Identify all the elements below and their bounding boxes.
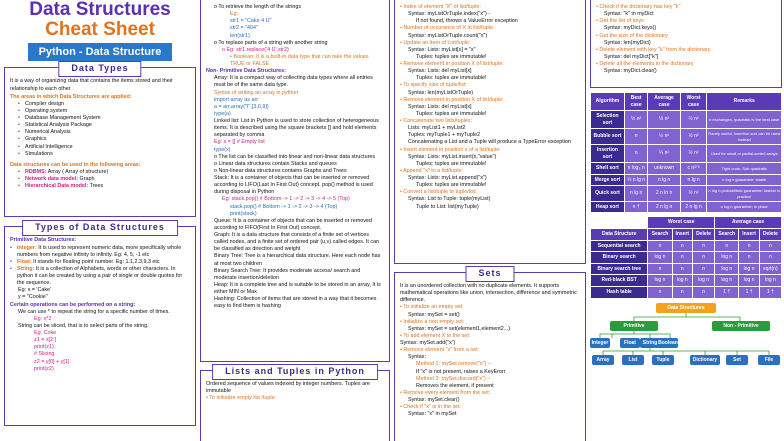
col2-line: o To replace parts of a string with another string: [214, 39, 328, 46]
ds-cell: n: [693, 263, 715, 275]
col2-line: type(x): [214, 146, 231, 153]
sort-cell: Used for small or partial-sorted arrays: [707, 144, 782, 162]
algorithm-name: Selection sort: [591, 111, 625, 129]
ds-cell: n: [693, 240, 715, 252]
algorithm-name: Insertion sort: [591, 144, 625, 162]
used-item: [18, 169, 190, 176]
col3-line: Concatenating a List and a Tuple will produce a TypeError exception: [408, 139, 571, 146]
ds-cell: n: [759, 240, 781, 252]
column-2-body: [200, 0, 390, 362]
sets-line: • Check if "x" is in the set:: [400, 404, 462, 411]
sort-cell: 2 n ln n: [648, 186, 680, 202]
ds-cell: log n: [648, 275, 672, 287]
dict-line: • Check if the dictionary has key "k": [596, 4, 681, 10]
sets-line: Syntax: mySet = set(element1,element2...): [408, 325, 511, 332]
code-line: # Slicing: [34, 351, 55, 358]
tree-leaf: Float: [620, 338, 640, 349]
tree-bottom-node: File: [758, 355, 780, 366]
col2-line: len(str1): [230, 32, 250, 39]
col3-line: Syntax: Lists: myList[x] = "x": [408, 46, 476, 53]
sets-line: Method 1: mySet.remove("x") --: [416, 361, 492, 368]
sets-line: • Remove every element from the set:: [400, 389, 491, 396]
complexity-table: [590, 216, 782, 298]
col2-line: Eg: stack.pop() # Bottom -> 1 -> 2 -> 3 -> 4 -> 5 (Top): [222, 196, 350, 203]
tree-root: Data Structures: [656, 303, 716, 314]
ds-col-header: Delete: [759, 229, 781, 241]
worst-case-group: Worst case: [648, 217, 715, 229]
sort-cell: n †: [624, 201, 648, 213]
column-3: [394, 0, 586, 441]
sets-line: • To initialize an empty set:: [400, 304, 464, 311]
sort-cell: ½ n²: [680, 129, 707, 145]
col2-line: str1 = "Cake 4 U": [230, 18, 272, 25]
ds-cell: log n: [715, 252, 739, 264]
col3-line: Tuples: tuples are immutable!: [416, 53, 487, 60]
col2-line: Eg: x = [] # Empty list: [214, 139, 265, 146]
ds-cell: log n: [759, 275, 781, 287]
type-key: String:: [17, 265, 35, 272]
sort-row: [591, 201, 782, 213]
code-line: z2 = y[0] + y[1]: [34, 358, 70, 365]
lists-tuples-section: [200, 366, 390, 441]
ds-name: Sequential search: [591, 240, 648, 252]
sort-row: [591, 163, 782, 175]
sets-line: Removes the element, if present: [416, 382, 494, 389]
col2-line: Heap: It is a complete tree and is suitable to be stored in an array, It is either MIN or Max: [214, 281, 381, 295]
sort-cell: unknown: [648, 163, 680, 175]
sets-heading: Sets: [465, 266, 514, 282]
column-1: [4, 0, 196, 441]
data-types-section: [4, 63, 196, 217]
ds-cell: n: [759, 252, 781, 264]
tree-leaf: Integer: [590, 338, 610, 349]
col3-line: • Concatenate two lists/tuples:: [400, 118, 473, 124]
sort-cell: ½ n²: [680, 186, 707, 202]
sort-cell: n: [624, 144, 648, 162]
ds-row: [591, 286, 782, 298]
ds-cell: n: [672, 263, 692, 275]
col3-line: • Remove element in position X of list/tuple:: [400, 96, 504, 103]
operations-label: Certain operations can be performed on a string:: [10, 301, 136, 308]
col2-line: Graph: It is a data structure that consists of a finite set of vertices called nodes, and a finite set of ordered pair (u,v) called edges. It can be classified as direction and weight: [214, 232, 380, 253]
col2-line: print(stack): [230, 210, 257, 217]
types-heading: Types of Data Structures: [22, 220, 178, 236]
sort-cell: ½ n²: [680, 111, 707, 129]
dict-line: Syntax: "k" in myDict: [604, 11, 654, 18]
used-key: RDBMS:: [25, 168, 47, 175]
sort-row: [591, 186, 782, 202]
ds-row: [591, 252, 782, 264]
area-item: • Simulations: [18, 151, 190, 158]
ds-cell: n: [672, 286, 692, 298]
sets-lines: [400, 304, 580, 418]
algorithm-name: Bubble sort: [591, 129, 625, 145]
type-key: Float:: [17, 258, 32, 265]
sort-cell: n exchanges, quadratic is the best case: [707, 111, 782, 129]
tree-bottom-node: Set: [726, 355, 748, 366]
col2-line: o Non-linear data structures contains Graphs and Trees: [214, 167, 347, 174]
operation-1-example: Eg: x*2: [34, 315, 52, 322]
types-lines: [10, 245, 190, 288]
col3-line: • Index of element "X" of list/tuple:: [400, 4, 481, 10]
dict-line: • Get the size of the dictionary: [596, 32, 668, 39]
col2-line: • Boolean: It is a built-in data type that can take the values TRUE or FALSE: [230, 53, 369, 67]
col3-line: Syntax: len(myListOrTuple): [408, 89, 474, 96]
sort-cell: ½ n²: [680, 144, 707, 162]
sorting-table: [590, 92, 782, 213]
col2-line: a = arr.array("I",[3,6,9]): [214, 103, 269, 110]
sort-cell: n lg n: [680, 174, 707, 186]
tree-leaf: Boolean: [658, 338, 678, 349]
ds-col-header: Data Structure: [591, 229, 648, 241]
sort-cell: n lg n: [648, 174, 680, 186]
column-3-body: [394, 0, 586, 264]
col3-line: • Convert a list/tuple to tuple/list:: [400, 189, 477, 196]
tree-leaf: String: [640, 338, 660, 349]
sets-line: Syntax:: [408, 354, 426, 361]
ds-col-header: Search: [648, 229, 672, 241]
sort-cell: ½ n²: [624, 111, 648, 129]
ds-cell: n: [648, 263, 672, 275]
operation-1: We can use * to repeat the string for a specific number of times.: [18, 308, 170, 315]
col3-line: Tuple to List: list(myTuple): [416, 203, 479, 210]
col3-line: Lists: myList1 + myList2: [408, 125, 466, 132]
algorithm-name: Quick sort: [591, 186, 625, 202]
used-key: Network data model:: [25, 176, 79, 183]
col2-line: o The list can be classified into linear and non-linear data structures: [214, 153, 376, 160]
string-example-2: y = ''Cookie'': [18, 294, 48, 301]
sort-col-header: Worst case: [680, 93, 707, 111]
ds-cell: n: [648, 286, 672, 298]
col3-line: • To specify size of tuple/list:: [400, 82, 468, 89]
col3-line: • Update an item of List/tuple:: [400, 39, 471, 46]
ds-cell: log n: [715, 263, 739, 275]
data-types-intro: It is a way of organizing data that contains the items stored and their relationship to each other: [10, 78, 173, 92]
ds-cell: n: [693, 252, 715, 264]
ds-cell: 1 †: [739, 286, 759, 298]
sort-cell: n log n probabilistic guarantee; fastest in practice: [707, 186, 782, 202]
algorithm-name: Shell sort: [591, 163, 625, 175]
type-desc: It stands for floating point number. Eg: 1.1,2.3,9.3 etc: [31, 258, 160, 265]
tree-bottom-node: List: [622, 355, 644, 366]
primitive-label: Primitive Data Structures:: [10, 237, 77, 244]
area-item: • Graphics: [18, 136, 190, 143]
sort-row: [591, 144, 782, 162]
col2-line: Binary Search Tree: It provides moderate access/ search and moderate insertion/deletion: [214, 267, 361, 281]
page-subtitle: Cheat Sheet: [45, 18, 155, 40]
sort-col-header: Remarks: [707, 93, 782, 111]
col2-line: o To retrieve the length of the strings: [214, 4, 302, 10]
ds-name: Red-black BST: [591, 275, 648, 287]
sort-cell: n log n guarantee; stable: [707, 174, 782, 186]
ds-cell: log n: [672, 275, 692, 287]
tree-primitive: Primitive: [610, 321, 658, 332]
used-value: Array ( Array of structure): [46, 168, 109, 175]
type-line: [10, 266, 190, 287]
tree-connectors: [590, 303, 782, 393]
ds-cell: 1 †: [715, 286, 739, 298]
col3-line: • Number of occurance of X in list/tuple:: [400, 25, 495, 32]
col2-line: stack.pop() # Bottom -> 1 -> 2 -> 3 -> 4 (Top): [230, 203, 338, 210]
sort-cell: Tight code, Sub quadratic: [707, 163, 782, 175]
col2-line: Array: It is a compact way of collecting data types where all entries must be of the same data type.: [214, 75, 373, 89]
used-item: [18, 176, 190, 183]
tree-bottom-node: Dictionary: [690, 355, 720, 366]
col3-line: Syntax: myListOrTuple.index("x") -: [408, 11, 491, 18]
col3-line: Syntax: Lists: del myList[x]: [408, 103, 472, 110]
col2-line: o Linear data structures contain Stacks and queues: [214, 160, 337, 167]
sort-cell: n lg n: [624, 186, 648, 202]
used-label: Data structures can be used in the following areas:: [10, 161, 141, 168]
ds-col-header: Delete: [693, 229, 715, 241]
col3-line: Syntax: List to Tuple: tuple(myList): [408, 196, 491, 203]
col2-line: Stack: It is a container of objects that can be inserted or removed according to LIFO(Last In First Out) concept. pop() method is used during disposal in Python: [214, 175, 373, 196]
column-4: [590, 0, 782, 441]
col2-line: type(a): [214, 110, 231, 117]
ds-cell: log n: [715, 275, 739, 287]
ds-cell: log n: [739, 275, 759, 287]
col3-line: • Remove element in position X of list/tuple:: [400, 61, 504, 67]
used-value: Graph: [78, 176, 95, 183]
complexity-table-body: [591, 240, 782, 298]
ds-row: [591, 275, 782, 287]
col3-line: Syntax: myListOrTuple.count("x"): [408, 32, 488, 39]
type-line: [10, 245, 190, 259]
area-item: • Numerical Analysis: [18, 129, 190, 136]
col3-line: Syntax: Lists: myList.insert(x,"value"): [408, 153, 497, 160]
column-2: [200, 0, 390, 441]
sets-line: • To add element X to the set:: [400, 332, 471, 339]
area-item: • Statistical Analysis Package: [18, 122, 190, 129]
type-line: [10, 259, 190, 266]
col3-line: • Append "x" to a list/tuple:: [400, 167, 463, 174]
col3-line: Tuples: myTuple1 + myTuple2: [408, 132, 481, 139]
types-section: [4, 222, 196, 426]
sort-cell: n log n guarantee; in place: [707, 201, 782, 213]
ds-cell: n: [693, 286, 715, 298]
ds-cell: n: [648, 240, 672, 252]
col3-line: Tuples: tuples are immutable!: [416, 182, 487, 189]
ds-cell: n: [739, 240, 759, 252]
code-line: Eg: Coke: [34, 330, 57, 337]
operation-2: String can be sliced, that is to select parts of the string.: [18, 322, 149, 329]
col3-line: Syntax: Lists: myList.append("x"): [408, 175, 487, 181]
operation-2-code: [10, 330, 190, 373]
sort-cell: Rarely useful, Insertion sort can be used instead: [707, 129, 782, 145]
complexity-table-header: [591, 229, 782, 241]
sets-line: Method 2: mySet.discard("x") --: [416, 375, 491, 382]
ds-name: Hash table: [591, 286, 648, 298]
sort-row: [591, 111, 782, 129]
sets-line: • Remove element "x" from a set:: [400, 347, 480, 354]
lists-tuples-heading: Lists and Tuples in Python: [212, 364, 378, 380]
complexity-group-row: [591, 217, 782, 229]
ds-row: [591, 263, 782, 275]
used-value: Trees: [88, 183, 104, 190]
col2-line: Queue: It is a container of objects that can be inserted or removed according to FIFO(First In First Out) concept.: [214, 217, 372, 231]
sort-row: [591, 174, 782, 186]
sort-cell: ½ n lg n: [624, 174, 648, 186]
ds-name: Binary search: [591, 252, 648, 264]
sort-cell: ½ n²: [648, 111, 680, 129]
algorithm-name: Merge sort: [591, 174, 625, 186]
col2-line: Eg:: [230, 11, 239, 18]
sort-cell: 2 n lg n: [648, 201, 680, 213]
area-item: • Artificial Intelligence: [18, 144, 190, 151]
python-banner: Python - Data Structure: [28, 43, 172, 62]
col2-line: Linked list: List in Python is used to store collection of heterogeneous items. It is described using the square brackets [] and hold elements separated by comma: [214, 118, 379, 139]
sets-section: [394, 268, 586, 441]
dict-line: Syntax: myDict.keys(): [604, 25, 657, 32]
data-types-heading: Data Types: [58, 61, 141, 77]
dictionary-box: [590, 0, 782, 88]
sets-line: Syntax: mySet.add("x"): [400, 340, 456, 346]
col3-line: Tuples: tuples are immutable!: [416, 160, 487, 167]
col3-line: Syntax: Lists: del myList[x]: [408, 68, 472, 75]
sets-line: • Initialize a non empty set:: [400, 318, 465, 325]
tree-non-primitive: Non - Primitive: [712, 321, 770, 332]
sets-intro: It is an unordered collection with no duplicate elements. It supports mathematical operations like union, intersection, difference and symmetric difference.: [400, 283, 577, 304]
sort-row: [591, 129, 782, 145]
sets-line: Syntax: mySet = set(): [408, 311, 460, 318]
areas-list: [10, 101, 190, 158]
area-item: • Database Management System: [18, 115, 190, 122]
dict-line: • Delete element with key "k" from the dictionary: [596, 46, 711, 53]
algorithm-name: Heap sort: [591, 201, 625, 213]
sets-line: Syntax: mySet.clear(): [408, 397, 460, 403]
code-line: print(z1): [34, 344, 54, 351]
type-key: Integer:: [17, 244, 37, 251]
ds-row: [591, 240, 782, 252]
used-list: [10, 169, 190, 190]
dict-line: Syntax: del myDict["k"]: [604, 53, 659, 60]
col2-line: o Eg: str1.replace('4 U',str2): [222, 46, 289, 53]
col2-line: str2 = "404": [230, 25, 258, 32]
ds-cell: 1 †: [759, 286, 781, 298]
tree-bottom-node: Array: [592, 355, 614, 366]
area-item: • Operating system: [18, 108, 190, 115]
sorting-table-header: [591, 93, 782, 111]
col2-line: Hashing: Collection of items that are stored in a way that it becomes easy to find them is hashing: [214, 296, 377, 310]
ds-tree: [590, 303, 782, 393]
ds-cell: log n: [739, 263, 759, 275]
sorting-table-body: [591, 111, 782, 213]
sort-col-header: Best case: [624, 93, 648, 111]
average-case-group: Average case: [715, 217, 782, 229]
ds-cell: n: [715, 240, 739, 252]
sort-cell: c n³ᐟ²: [680, 163, 707, 175]
ds-cell: log n: [693, 275, 715, 287]
col3-line: If not found, throws a ValueError exception: [416, 18, 518, 25]
col3-line: Tuples: tuples are immutable!: [416, 110, 487, 117]
ds-cell: sqrt(n): [759, 263, 781, 275]
sort-cell: ¼ n²: [648, 144, 680, 162]
area-item: • Compiler design: [18, 101, 190, 108]
ds-col-header: Search: [715, 229, 739, 241]
sort-cell: n log₃ n: [624, 163, 648, 175]
ds-cell: log n: [648, 252, 672, 264]
string-example-1: Eg: x = 'Cake': [18, 287, 52, 294]
col2-line: import array as arr: [214, 96, 259, 103]
sort-col-header: Average case: [648, 93, 680, 111]
col3-line: • Insert element in position x of a list/tuple:: [400, 146, 501, 153]
col3-line: Tuples: tuples are immutable!: [416, 75, 487, 82]
sort-cell: ½ n²: [648, 129, 680, 145]
tree-bottom-node: Tuple: [652, 355, 674, 366]
dict-line: Syntax: len(myDict): [604, 39, 651, 46]
dict-line: Syntax: myDict.clear(): [604, 68, 657, 75]
ds-cell: n: [672, 252, 692, 264]
type-desc: It is a collection of Alphabets, words or other characters. In python it can be created by using a pair of single or double quotes for the sequence.: [17, 265, 183, 287]
ds-cell: n: [739, 252, 759, 264]
ds-cell: n: [672, 240, 692, 252]
sets-line: If "x" is not present, raises a KeyErorr: [416, 368, 506, 375]
col2-line: Binary Tree: Tree is a hierarchical data structure. Here each node has at most two children: [214, 253, 381, 267]
code-line: z1 = x[2:]: [34, 337, 57, 344]
col2-line: Non- Primitive Data Structures:: [206, 68, 286, 75]
ds-col-header: Insert: [739, 229, 759, 241]
ds-name: Binary search tree: [591, 263, 648, 275]
col2-line: Syntax of writing an array in python:: [214, 89, 300, 96]
sort-cell: n: [624, 129, 648, 145]
sort-col-header: Algorithm: [591, 93, 625, 111]
sets-line: Syntax: "x" in mySet: [408, 411, 457, 418]
code-line: print(z2): [34, 365, 54, 372]
page-title: Data Structures: [29, 0, 171, 20]
type-desc: It is used to represent numeric data, more specifically whole numbers from negative infinity to infinity. Eg: 4, 5, -1 etc: [17, 244, 182, 258]
lists-tuples-intro: Ordered sequence of values indexed by integer numbers. Tuples are immutable: [206, 381, 370, 395]
sort-cell: 2 n lg n: [680, 201, 707, 213]
dict-line: • Get the list of keys: [596, 18, 644, 25]
areas-label: The areas in which Data Structures are applied:: [10, 93, 132, 100]
dict-line: • Delete all the elements in the dictionary: [596, 61, 694, 67]
used-key: Hierarchical Data model:: [25, 183, 89, 190]
ds-col-header: Insert: [672, 229, 692, 241]
lists-tuples-first: • To initialize empty list /tuple:: [206, 395, 277, 402]
used-item: [18, 183, 190, 190]
